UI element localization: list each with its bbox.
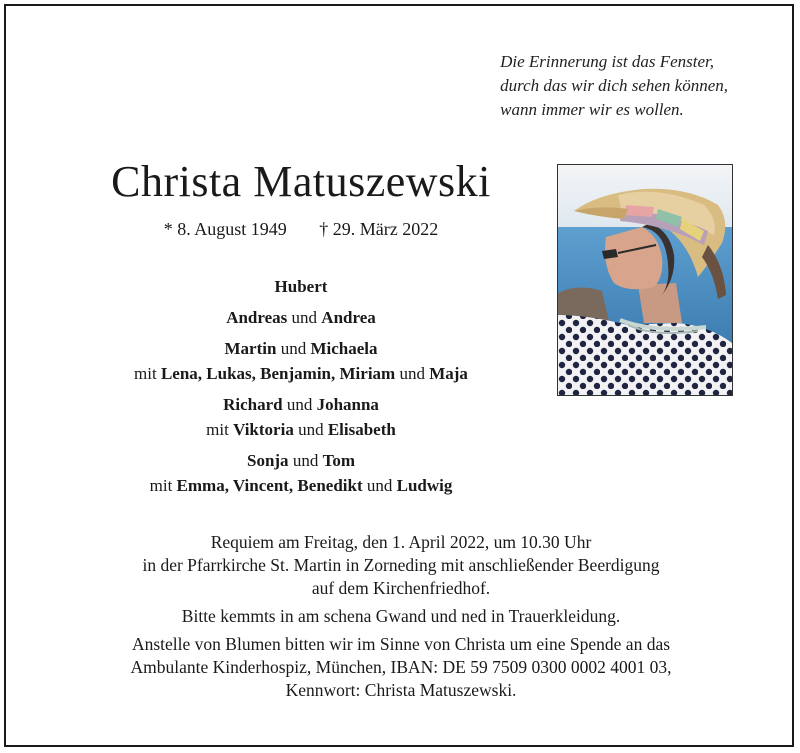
quote-line: Die Erinnerung ist das Fenster,: [500, 52, 715, 71]
conjunction: und: [292, 451, 319, 470]
family-row: [56, 336, 546, 361]
preposition: mit: [149, 476, 173, 495]
relative-name: Martin: [224, 339, 277, 358]
family-children-row: [56, 417, 546, 442]
family-row: [56, 305, 546, 330]
quote-line: wann immer wir es wollen.: [500, 100, 684, 119]
memorial-quote: [500, 50, 728, 122]
conjunction: und: [280, 339, 307, 358]
quote-line: durch das wir dich sehen können,: [500, 76, 728, 95]
children-names: Emma, Vincent, Benedikt: [176, 476, 363, 495]
donation-line: Ambulante Kinderhospiz, München, IBAN: DE 59 7509 0300 0002 4001 03,: [130, 657, 672, 677]
family-children-row: [56, 361, 546, 386]
portrait-photo: [557, 164, 733, 396]
conjunction: und: [399, 364, 425, 383]
children-names: Elisabeth: [327, 420, 396, 439]
relative-name: Andrea: [321, 308, 376, 327]
conjunction: und: [291, 308, 318, 327]
family-children-row: [56, 473, 546, 498]
relative-name: Johanna: [316, 395, 379, 414]
obituary-card: [4, 4, 794, 747]
life-dates: [76, 219, 526, 240]
children-names: Ludwig: [396, 476, 453, 495]
family-row: [56, 448, 546, 473]
family-list: [56, 274, 546, 504]
relative-name: Andreas: [226, 308, 288, 327]
dress-note: Bitte kemmts in am schena Gwand und ned in Trauerkleidung.: [181, 606, 621, 626]
deceased-name: Christa Matuszewski: [111, 157, 491, 206]
portrait-illustration: [558, 165, 732, 395]
family-row: [56, 274, 546, 299]
relative-name: Hubert: [274, 277, 328, 296]
donation-line: Kennwort: Christa Matuszewski.: [285, 680, 517, 700]
family-row: [56, 392, 546, 417]
family-group: [56, 305, 546, 330]
conjunction: und: [286, 395, 313, 414]
family-group: [56, 336, 546, 386]
family-group: [56, 448, 546, 498]
requiem-line: Requiem am Freitag, den 1. April 2022, um 10.30 Uhr: [210, 532, 592, 552]
service-info: [26, 531, 776, 702]
relative-name: Richard: [223, 395, 283, 414]
conjunction: und: [298, 420, 324, 439]
donation-line: Anstelle von Blumen bitten wir im Sinne von Christa um eine Spende an das: [131, 634, 671, 654]
relative-name: Tom: [322, 451, 356, 470]
children-names: Maja: [429, 364, 468, 383]
preposition: mit: [206, 420, 229, 439]
birth-date: * 8. August 1949: [163, 219, 287, 239]
family-group: [56, 274, 546, 299]
requiem-line: auf dem Kirchenfriedhof.: [311, 578, 491, 598]
relative-name: Michaela: [310, 339, 378, 358]
family-group: [56, 392, 546, 442]
children-names: Lena, Lukas, Benjamin, Miriam: [160, 364, 396, 383]
requiem-line: in der Pfarrkirche St. Martin in Zorneding mit anschließender Beerdigung: [142, 555, 660, 575]
death-date: † 29. März 2022: [319, 219, 439, 239]
preposition: mit: [134, 364, 157, 383]
children-names: Viktoria: [233, 420, 294, 439]
relative-name: Sonja: [246, 451, 289, 470]
conjunction: und: [366, 476, 393, 495]
